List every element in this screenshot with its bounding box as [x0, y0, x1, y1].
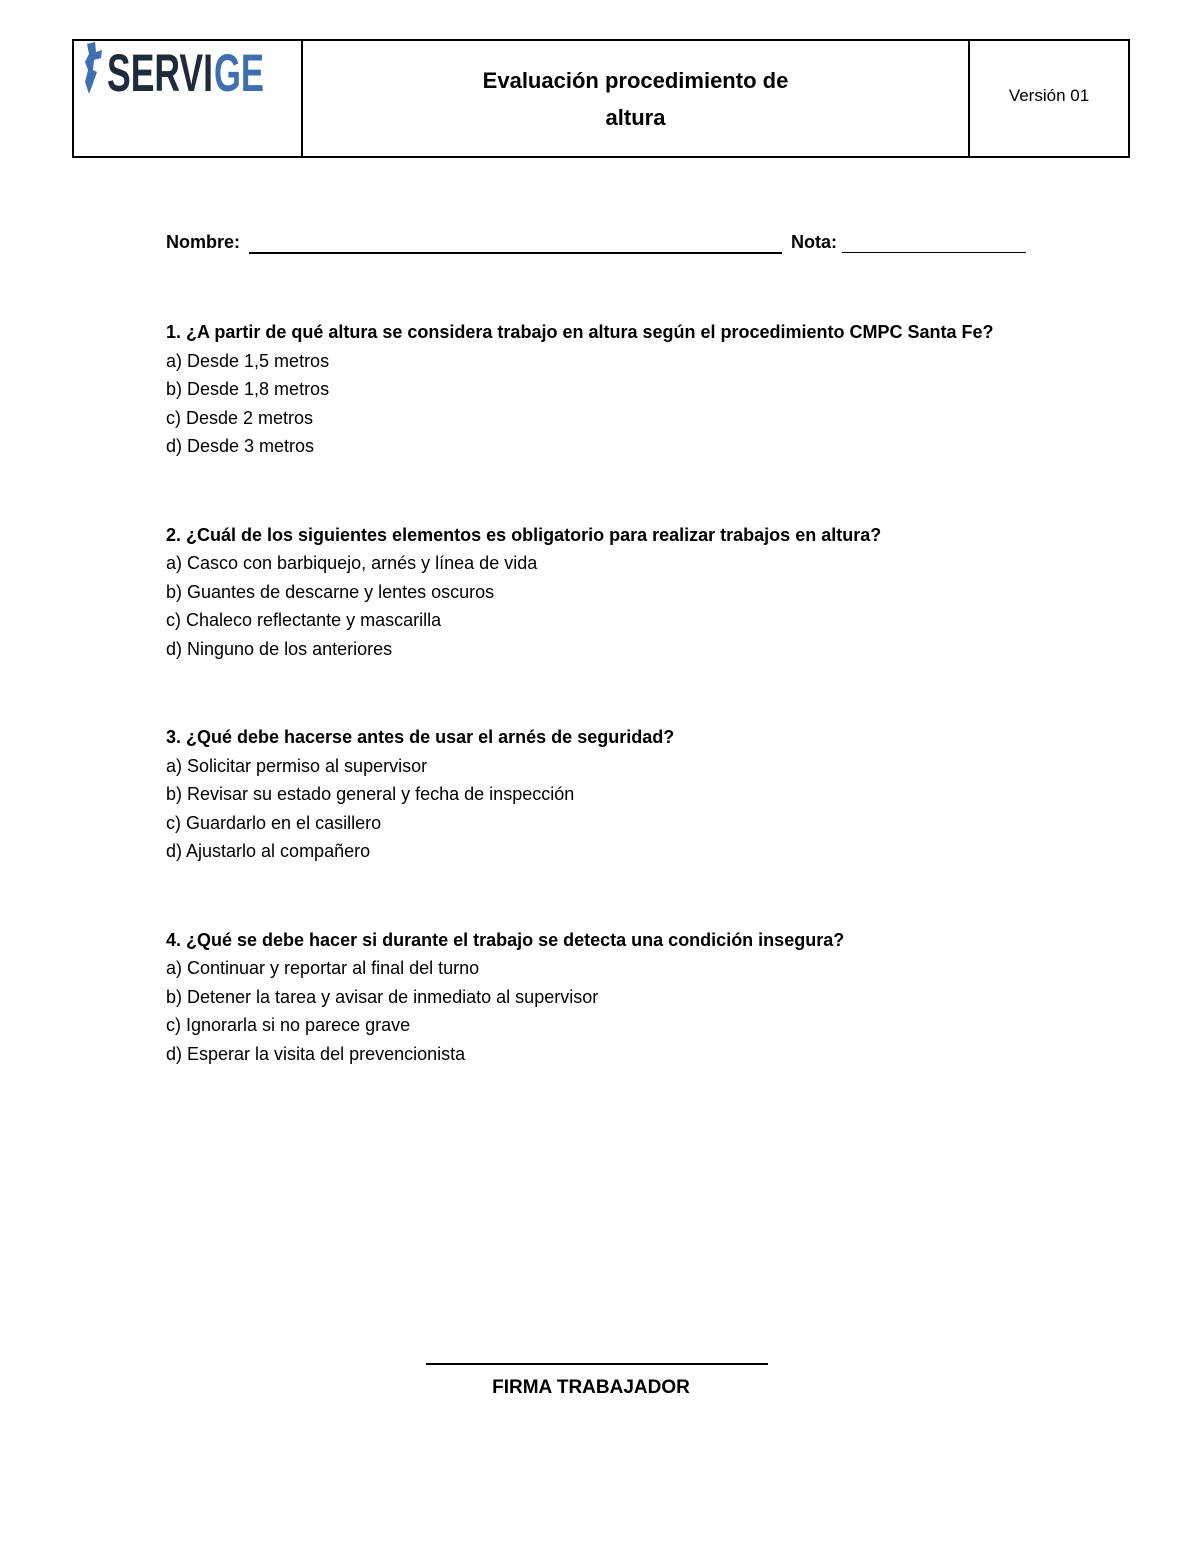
question-text: 2. ¿Cuál de los siguientes elementos es obligatorio para realizar trabajos en altura? — [166, 524, 882, 545]
signature-label: FIRMA TRABAJADOR — [492, 1377, 690, 1398]
question-3 — [166, 723, 1086, 866]
title-cell — [303, 41, 970, 156]
option-a: a) Continuar y reportar al final del turno — [166, 958, 480, 978]
signature-line[interactable] — [426, 1363, 768, 1365]
svg-text:SERVI: SERVI — [107, 44, 213, 96]
version-cell — [970, 41, 1128, 156]
document-header — [72, 39, 1130, 158]
option-c: c) Desde 2 metros — [166, 407, 314, 428]
option-a: a) Desde 1,5 metros — [166, 350, 330, 371]
grade-field-line[interactable] — [842, 252, 1026, 253]
svg-text:GE: GE — [214, 44, 264, 96]
name-grade-row — [166, 230, 1026, 258]
option-b: b) Desde 1,8 metros — [166, 379, 330, 399]
name-label: Nombre: — [166, 232, 241, 252]
option-c: c) Ignorarla si no parece grave — [166, 1015, 411, 1035]
option-a: a) Solicitar permiso al supervisor — [166, 755, 428, 776]
option-c: c) Guardarlo en el casillero — [166, 812, 382, 833]
question-1 — [166, 318, 1086, 461]
option-a: a) Casco con barbiquejo, arnés y línea de vida — [166, 553, 538, 573]
question-text: 3. ¿Qué debe hacerse antes de usar el arnés de seguridad? — [166, 727, 675, 747]
question-4 — [166, 926, 1086, 1069]
option-d: d) Esperar la visita del prevencionista — [166, 1043, 466, 1064]
question-text: 1. ¿A partir de qué altura se considera trabajo en altura según el procedimiento CMPC Santa Fe? — [166, 322, 994, 342]
option-b: b) Revisar su estado general y fecha de inspección — [166, 784, 575, 804]
servige-logo — [83, 42, 265, 96]
option-d: d) Ninguno de los anteriores — [166, 638, 393, 659]
question-2 — [166, 521, 1086, 664]
question-text: 4. ¿Qué se debe hacer si durante el trabajo se detecta una condición insegura? — [166, 929, 845, 950]
option-c: c) Chaleco reflectante y mascarilla — [166, 610, 442, 630]
option-d: d) Desde 3 metros — [166, 436, 315, 456]
option-b: b) Guantes de descarne y lentes oscuros — [166, 581, 495, 602]
grade-label: Nota: — [791, 232, 837, 252]
version-label: Versión 01 — [1008, 85, 1090, 105]
document-title: Evaluación procedimiento de altura — [482, 67, 789, 130]
question-list — [166, 318, 1086, 1128]
logo-cell — [74, 41, 303, 156]
name-field-line[interactable] — [249, 252, 782, 254]
option-d: d) Ajustarlo al compañero — [166, 841, 371, 861]
option-b: b) Detener la tarea y avisar de inmediato al supervisor — [166, 986, 599, 1007]
